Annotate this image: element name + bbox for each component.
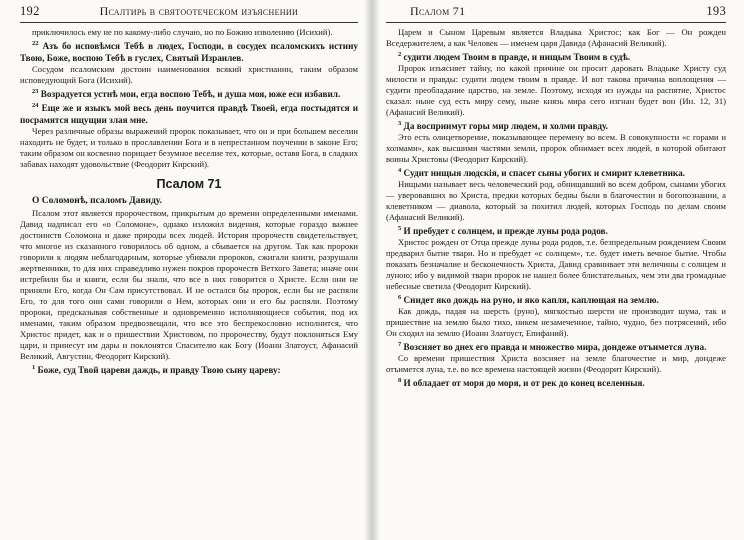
left-running-head: [20, 0, 358, 23]
verse-text: Возрадуется устнѣ мои, егда воспою Тебѣ, и душа моя, юже еси избавил.: [38, 89, 341, 100]
verse-paragraph: [20, 86, 358, 100]
verse-number: 1: [32, 364, 36, 372]
commentary-paragraph: Нищыми называет весь человеческий род, обнищавший во всем добром, сынами убогих — уверовавших во Христа, предки которых бедны были в благочестии и богопознании, а клеветником — диавола, который за похитил людей, которых Господь по делам своим (Афанасий Великий).: [386, 179, 726, 223]
verse-paragraph: [386, 223, 726, 237]
verse-number: 3: [398, 120, 402, 128]
commentary-paragraph: Псалом этот является пророчеством, прикрытым до времени определенными именами. Давид надписал его «о Соломоне», однако изложил видения, которые гораздо важнее достоинств Соломона и даже природы всех людей. История пророчеств свидетельствует, что многое из сказанного говорилось об одном, а сбывается на другом. Так как пророки говорили к людям неблагодарным, которые убивали пророков, сжигали книги, разрушали жертвенники, то для них справедливо нужен покров пророчеств Ветхого Завета; иначе они истребили бы и книги, если бы знали, что все в них говорится о Христе. Если они не приняли Его, когда Он Сам присутствовал. И не остался бы пророк, если бы не распяли Его, то для того они сами говорили о Нем, которых они и его бы распяли. Поэтому пророки, предсказывая собственные и одновременно исполняющиеся события, под их именами, таким образом предвозвещали, что все это беспрекословно исполнится, что Христос придет, как и о пришествии Христовом, по пророчеству, будут поклоняться Ему цари, и принесут им дары и поклонятся Спасителю как Богу (Иоанн Златоуст, Афанасий Великий, Августин, Феодорит Кирский).: [20, 208, 358, 362]
verse-text: Азъ бо исповѣмся Тебѣ в людех, Господи, в сосудех псаломскихъ истину Твою, Боже, воспою Тебѣ в гуслех, Святый Израилев.: [20, 41, 358, 64]
verse-text: Снидет яко дождь на руно, и яко капля, каплющая на землю.: [401, 295, 659, 306]
verse-text: Да восприимут горы мир людем, и холми правду.: [401, 121, 608, 132]
verse-paragraph: [386, 118, 726, 132]
left-text-block: [20, 27, 358, 170]
psalm-heading: Псалом 71: [156, 177, 222, 192]
verse-paragraph: [386, 165, 726, 179]
left-page-number: 192: [20, 3, 40, 18]
verse-paragraph: [20, 362, 358, 376]
commentary-paragraph: Со времени пришествия Христа возсияет на земле благочестие и мир, дондеже отъимется луна, т.е. во все времена настоящей жизни (Феодорит Кирский).: [386, 353, 726, 375]
verse-text: Судит нищыя людскія, и спасет сыны убогих и смирит клеветника.: [401, 168, 685, 179]
verse-text: И обладает от моря до моря, и от рек до конец вселенныя.: [401, 378, 645, 389]
right-page-number: 193: [706, 3, 726, 18]
left-text-block-2: [20, 208, 358, 376]
commentary-paragraph: Пророк изъясняет тайну, по какой причине он просит даровать Владыке Христу суд милости и правды: судити людем твоим в правде. И вот такова причина воплощения — судити преобладание царство, на земле. Поэтому, исходя из нужды на распятие, Христос сказал: ныне суд есть миру сему, ныне князь мира сего изгнан будет вон (Ин. 12, 31) (Афанасий Великий).: [386, 63, 726, 118]
verse-text: Возсияет во днех его правда и множество мира, дондеже отъимется луна.: [401, 342, 707, 353]
verse-paragraph: [386, 292, 726, 306]
verse-text: судити людем Твоим в правде, и нищым Твоим в судѣ.: [401, 52, 631, 63]
commentary-paragraph: Это есть олицетворение, показывающее перемену во всем. В совокупности «с горами и холмами», как высшими частями земли, пророк обнимает всех людей, в которой обитают воины Христовы (Феодорит Кирский).: [386, 132, 726, 165]
verse-text: Боже, суд Твой цареви даждь, и правду Твою сыну цареву:: [35, 365, 281, 376]
verse-number: 23: [32, 88, 39, 96]
verse-paragraph: [386, 339, 726, 353]
commentary-paragraph: Как дождь, падая на шерсть (руно), мягкостью шерсти не производит шума, так и пришествие на землю было тихо, никем незамеченное, тайно, чудно, без потрясений, ибо Он сходил на землю (Иоанн Златоуст, Епифаний).: [386, 306, 726, 339]
right-text-block: [386, 27, 726, 389]
commentary-paragraph: Сосудом псаломским достоин наименования всякий христианин, таким образом исповедующий Бога (Исихий).: [20, 64, 358, 86]
verse-text: И пребудет с солнцем, и прежде луны рода родов.: [401, 226, 608, 237]
verse-paragraph: [20, 38, 358, 64]
verse-number: 7: [398, 341, 402, 349]
right-running-title: Псалом 71: [410, 3, 466, 18]
verse-text: Еще же и языкъ мой весь день поучится правдѣ Твоей, егда постыдятся и посрамятся ищущии злая мне.: [20, 103, 358, 126]
verse-paragraph: [20, 100, 358, 126]
verse-paragraph: [386, 49, 726, 63]
verse-paragraph: [386, 375, 726, 389]
commentary-paragraph: Христос рожден от Отца прежде луны рода родов, т.е. безпредельным рождением Своим предварил бытие твари. Но и пребудет «с солнцем», т.е. будет иметь вечное бытие. Чтобы показать безначалие и бесконечность Христа, Давид сравнивает эти величины с солнцем и луною; ибо у видимой твари пророк не нашел более блистательных, чем эти два громадные небесные светила (Феодорит Кирский).: [386, 237, 726, 292]
psalm-subtitle: О Соломонѣ, псаломъ Давиду.: [32, 196, 162, 207]
right-page: [372, 0, 744, 540]
right-running-head: [386, 0, 726, 23]
left-running-title: Псалтирь в святоотеческом изъяснении: [99, 3, 299, 18]
verse-number: 6: [398, 294, 402, 302]
verse-number: 8: [398, 377, 402, 385]
commentary-paragraph: Царем и Сыном Царевым является Владыка Христос; как Бог — Он рожден Вседержителем, а как Человек — именем царя Давида (Афанасий Великий).: [386, 27, 726, 48]
verse-number: 24: [32, 102, 39, 110]
verse-number: 5: [398, 225, 402, 233]
verse-number: 4: [398, 167, 402, 175]
verse-number: 2: [398, 51, 402, 58]
commentary-paragraph: Через различные образы выражений пророк показывает, что он и при большем веселии находить не будет, и только в прославлении Бога и в непрестанном поучении в законе Его; таким образом он косвенно порицает безумное веселие тех, которые, оставя Бога, в сладких забавах находят удовольствие (Феодорит Кирский).: [20, 126, 358, 170]
commentary-paragraph: приключилось ему не по какому-либо случаю, но по Божию изволению (Исихий).: [32, 27, 333, 37]
verse-number: 22: [32, 40, 39, 47]
